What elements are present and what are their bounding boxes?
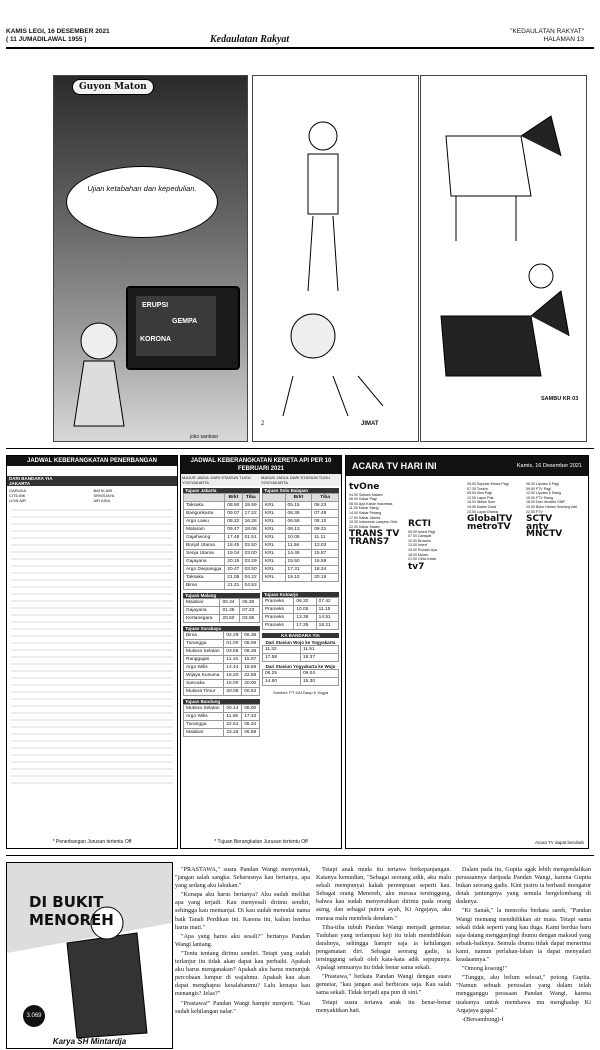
- table-row: KRL 06.59 08.10: [263, 518, 339, 526]
- table-row: KRL 10.05 11.11: [263, 534, 339, 542]
- speech-text: Ujian ketabahan dan kepedulian.: [87, 184, 197, 193]
- comic-title: DI BUKIT MENOREH: [29, 893, 114, 929]
- section-rule: [6, 448, 594, 449]
- list-item: 19.30 Indonesia Lawyers Club: [349, 520, 398, 525]
- story-paragraph: "Tunggu, aku belum selesai," potong Gupita. "Namun sebuah persoalan yang dalam telah mengganggu perasaan Pandan Wangi, karena usahanya untuk membawa mu menghadap Ki Argajaya gagal.": [456, 974, 591, 1014]
- logo-tvone: tvOne: [349, 482, 380, 492]
- train-origin-left: MAJUR JADUL DARI STASIUN TUGU YOGYAKARTA: [182, 475, 251, 485]
- yia-table1: [262, 645, 339, 662]
- table-row: Ranggajati 11.15 15.07: [184, 656, 260, 664]
- tv-schedule: [345, 455, 589, 849]
- train-schedule: [180, 455, 342, 849]
- list-item: 19.00 Ikatan Cinta: [467, 504, 497, 509]
- table-row: Prameks 13.38 14.51: [263, 614, 339, 622]
- story-paragraph: "Prastawa," berkata Pandan Wangi dengan suara gemetar, "kau jangan asal berbicara saja. Kau salah sama sekali. Tidak terjadi apa pun di sini.": [316, 973, 451, 997]
- surabaya-head: Tujuan Surabaya: [183, 626, 260, 631]
- story-column-1: [175, 866, 310, 1017]
- yia-sub1: Dari Stasiun Wojo ke Yogyakarta: [265, 640, 336, 645]
- table-row: 11.32 11.51: [263, 646, 339, 654]
- list-item: 13.00 Insert: [408, 543, 427, 548]
- story-paragraph: "Tentu tentang dirimu sendiri. Tetapi yang sudah terlanjur itu tidak akan dapat kau perbaiki. Apakah aku harus menganakan? Apakah aku harus menunjuk percobaan lumpur di wajahmu. Apakah kau akan dapat menghapus kesalahanmu? Lalu kenapa kau menangis? Jelas?": [175, 949, 310, 998]
- list-item: 11.00 Kabar Siang: [349, 506, 379, 511]
- table-row: Taksaka 08.50 15.59: [184, 502, 260, 510]
- jakarta-head: Tujuan Jakarta: [183, 488, 260, 493]
- table-row: Mutiara Timur 20.05 00.53: [184, 688, 260, 696]
- list-item: 09.00 FTV Pagi: [526, 486, 551, 491]
- table-row: Argo Wilis 11.06 17.43: [184, 713, 260, 721]
- story-paragraph: Dalam pada itu, Gupita agak lebih mengendalikan perasaannya daripada Pandan Wangi, karena Gupita bukan seorang gadis. Kini justru ia berhasil mengatur detak jantungnya yang semula bergelombang di dadanya.: [456, 866, 591, 906]
- jakarta-table: Brkt Tiba Taksaka 08.50 15.59 Bangunkarta 09.07 17.22 Argo Lawu 08.22 16.28 Mataram 09.47 18.08 Gajahwong 17.48 01.51 Bonjol Utama 18.45 02.50 Senja Utama 19.04 03.00 Gajayana 20.15 03.29 Argo Dwipangga 20.47 03.50 Taksaka 21.05 04.22 Bima 21.21 04.53: [183, 493, 260, 590]
- list-item: 05.00 Insert Pagi: [408, 529, 436, 534]
- table-row: KRL 05.15 06.23: [263, 502, 339, 510]
- comic-author: Karya SH Mintardja: [52, 1037, 127, 1046]
- table-row: Sancaka 15.00 20.00: [184, 680, 260, 688]
- airline-airasia: AIR ASIA: [93, 498, 111, 504]
- surabaya-table: [183, 631, 260, 696]
- train-schedule-title: JADWAL KEBERANGKATAN KERETA API PER 10 FEBRUARI 2021: [181, 456, 341, 474]
- table-row: KRL 17.31 18.34: [263, 566, 339, 574]
- jimat-cartoon: [252, 75, 419, 442]
- table-row: KRL 08.13 09.31: [263, 526, 339, 534]
- table-row: 17.58 18.37: [263, 654, 339, 662]
- flight-schedule-title: JADWAL KEBERANGKATAN PENERBANGAN: [7, 456, 177, 466]
- flight-columns: [7, 486, 177, 506]
- table-row: KRL 14.49 15.57: [263, 550, 339, 558]
- list-item: 08.00 Apa Kabar Indonesia: [349, 501, 393, 506]
- table-row: Argo Wilis 14.44 18.59: [184, 664, 260, 672]
- story-paragraph: "Kenapa aku harus bertanya? Aku sudah melihat apa yang terjadi. Kau menyesali dirimu sendiri, sehingga kau memanjat. Di kau sudah menodai nama baik Tanah Perdikan ini. Karena itu, kalian berdua harus mati.": [175, 891, 310, 931]
- date-line1: KAMIS LEGI, 16 DESEMBER 2021: [6, 28, 110, 35]
- list-item: 09.00 Kiss Pagi: [467, 491, 492, 496]
- table-row: Bima 21.21 04.53: [184, 582, 260, 590]
- tv-header: [346, 456, 588, 476]
- logo-metro: metroTV: [467, 521, 511, 532]
- story-column-2: [316, 866, 451, 1016]
- jakarta-section: [183, 488, 260, 737]
- list-item: 17.00 Kabar Utama: [349, 515, 381, 520]
- table-row: Turangga 01.00 05.09: [184, 640, 260, 648]
- yia-head: KA BANDARA YIA: [262, 633, 339, 638]
- story-paragraph: "Apa yang harus aku sesali?" bertanya Pandan Wangi lantang.: [175, 932, 310, 948]
- malang-head: Tujuan Malang: [183, 593, 260, 598]
- table-row: Prameks 17.35 18.21: [263, 622, 339, 630]
- airline-garuda: GARUDA: [9, 488, 27, 493]
- list-item: 06.00 Kabar Pagi: [349, 497, 377, 502]
- tv-set-illustration: [126, 286, 240, 370]
- table-row: KRL 11.56 13.03: [263, 542, 339, 550]
- list-item: 16.00 iNews Sore: [467, 500, 496, 505]
- list-item: 21.00 Cinta Indah: [408, 557, 437, 562]
- list-item: 15.00 Rumah Uya: [408, 547, 437, 552]
- panel-number: 2: [261, 421, 265, 427]
- horse-cartoon-signature: SAMBU KR 03: [541, 396, 579, 402]
- table-row: Mutiara Selatan 00.14 08.00: [184, 705, 260, 713]
- table-row: Malabar 23.28 06.59: [184, 729, 260, 737]
- table-row: 08.25 09.04: [263, 670, 339, 678]
- flight-section: DARI BANDARA YIA: [7, 476, 177, 481]
- list-item: 04.00 Sukses Malam: [349, 492, 383, 497]
- tv-column-3: [467, 482, 525, 532]
- table-row: Mutiara Selatan 03.56 08.38: [184, 648, 260, 656]
- story-paragraph: Tetapi anak muda itu tertawa berkepanjangan. Katanya kemudian, "Sebagai seorang adik, aku malu sekali mempunyai kakak perempuan seperti kau. Sebagai orang Menoreh, aku merasa tersinggung, bahwa kau sudah menyerahkan dirimu pada orang asing, dan sebagai putera ayah, Ki Argajaya, aku merasa malu membela dendam.": [316, 866, 451, 922]
- table-row: Prameks 10.05 11.15: [263, 606, 339, 614]
- list-item: 14.00 Kabar Petang: [349, 510, 381, 515]
- table-row: Gajayana 01.35 07.23: [184, 607, 260, 615]
- tv-column-2: [408, 482, 466, 572]
- bandung-table: [183, 704, 260, 737]
- logo-global: GlobalTV: [467, 514, 513, 525]
- story-paragraph: Tiba-tiba tubuh Pandan Wangi menjadi gemetar. Tuduhan yang terlampau keji itu telah mendidihkan darahnya, sehingga hampir saja ia kehilangan pengamatan diri. Sebagai seorang gadis, ia tersinggung sekali oleh kata-kata adik sepupunya. Apalagi semuanya itu tidak benar sama sekali.: [316, 923, 451, 972]
- list-item: 10.00 Brownis: [408, 538, 431, 543]
- solo-head: Tujuan Solo Balapan: [262, 488, 339, 493]
- train-main-tables: [181, 486, 341, 739]
- yia-table2: [262, 669, 339, 686]
- flight-column-right: [94, 488, 176, 504]
- cartoon-title: Guyon Maton: [72, 79, 154, 95]
- list-item: 07.00 Dahsyat: [408, 534, 432, 539]
- list-item: 05.00 Seputar iNews Pagi: [467, 482, 509, 486]
- page-number: HALAMAN 13: [543, 36, 584, 43]
- story-paragraph: "Ki Sanak," la mencoba berkata sareh, "Pandan Wangi memang mendidikkan air mata. Tetapi sama sekali tidak seperti yang kau duga. Kami berdua baru saja datang menggunjingi ibumu dengan maksud yang sebaik-baiknya. Semula ibumu tidak dapat menerima kami, namun perlahan-lahan ia dapat menyadari keadaannya.": [456, 907, 591, 964]
- list-item: 23.00 Layar Drama: [467, 509, 498, 514]
- airline-citilink: CITILINK: [9, 493, 26, 499]
- solo-table: Brkt Tiba KRL 05.15 06.23 KRL 06.38 07.48 KRL 06.59 08.10 KRL 08.13 09.31 KRL 10.05 11.11 KRL 11.56 13.03 KRL 14.49 15.57 KRL 15.50 16.59 KRL 17.31 18.34 KRL 19.10 20.19: [262, 493, 339, 582]
- jakarta-rows: [184, 502, 260, 590]
- logo-sctv: SCTV: [526, 514, 553, 525]
- header-page: [510, 28, 584, 44]
- tv-column-1: [349, 482, 407, 548]
- table-row: Argo Lawu 08.22 16.28: [184, 518, 260, 526]
- table-row: 14.60 15.30: [263, 678, 339, 686]
- tv-word-gempa: GEMPA: [172, 318, 198, 325]
- tv-date: Kamis, 16 Desember 2021: [516, 463, 582, 469]
- table-row: Gajahwong 17.48 01.51: [184, 534, 260, 542]
- jimat-signature: JIMAT: [361, 421, 379, 427]
- flight-schedule: [6, 455, 178, 849]
- flight-city: JAKARTA: [7, 481, 177, 486]
- list-item: 06.00 Liputan 6 Pagi: [526, 482, 559, 486]
- malang-table: [183, 598, 260, 623]
- table-row: Malabar 00.34 05.38: [184, 599, 260, 607]
- train-origin-labels: [181, 474, 341, 486]
- masthead: Kedaulatan Rakyat: [210, 34, 290, 45]
- table-row: Bima 02.29 06.38: [184, 632, 260, 640]
- logo-antv: antv: [526, 521, 549, 532]
- flight-listing-lines: [7, 506, 177, 806]
- logo-tv7: tv7: [408, 561, 425, 572]
- list-item: 22.00 FTV: [526, 509, 543, 514]
- comic-panel: [6, 862, 173, 1049]
- date-line2: ( 11 JUMADILAWAL 1955 ): [6, 36, 87, 43]
- tv-screen: [136, 296, 216, 356]
- solo-section: [262, 488, 339, 737]
- viewer-figure-illustration: [54, 316, 134, 436]
- tv-footer: Acara TV dapat berubah: [535, 840, 584, 845]
- logo-trans7: TRANS7: [349, 536, 390, 547]
- table-row: Kertanegara 20.50 03.06: [184, 615, 260, 623]
- horse-cartoon: [420, 75, 587, 442]
- list-item: 07.30 Tonton: [467, 486, 488, 491]
- tv-column-4: [526, 482, 584, 540]
- episode-badge: 3.069: [23, 1005, 45, 1027]
- tv-word-erupsi: ERUPSI: [142, 302, 169, 309]
- list-item: 22.00 Kabar Malam: [349, 524, 381, 529]
- header-date: [6, 28, 110, 44]
- tv-word-korona: KORONA: [140, 336, 172, 343]
- list-item: 20.00 Buku Harian Seorang Istri: [526, 504, 578, 509]
- kutoarjo-table: [262, 597, 339, 630]
- section-rule-2: [6, 855, 594, 856]
- table-row: Bangunkarta 09.07 17.22: [184, 510, 260, 518]
- table-row: Mataram 09.47 18.08: [184, 526, 260, 534]
- logo-mnctv: MNCTV: [526, 529, 563, 540]
- story-paragraph: "PRASTAWA," suara Pandan Wangi menyentak, "jangan salah sangka. Seharusnya kau bertanya, apa yang sedang aku lakukan.": [175, 866, 310, 890]
- horse-cartoon-drawing: [421, 76, 586, 441]
- train-source: Sumber: PT KAI Daop 6 Yogya: [273, 690, 328, 695]
- cartoon-credit: joko santoso: [190, 434, 219, 440]
- table-row: KRL 06.38 07.48: [263, 510, 339, 518]
- airline-lion: LION AIR: [9, 498, 26, 504]
- speech-bubble: [66, 166, 218, 238]
- kutoarjo-head: Tujuan Kutoarjo: [262, 592, 339, 597]
- table-row: KRL 15.50 16.59: [263, 558, 339, 566]
- table-row: Argo Dwipangga 20.47 03.50: [184, 566, 260, 574]
- flight-column-left: [9, 488, 91, 504]
- list-item: 18.00 Mulan: [408, 552, 428, 557]
- list-item: 18.00 Dari Jendela SMP: [526, 500, 565, 505]
- table-row: Bonjol Utama 18.45 02.50: [184, 542, 260, 550]
- list-item: 12.00 Liputan 6 Siang: [526, 491, 561, 496]
- yia-sub2: Dari Stasiun Yogyakarta ke Wojo: [265, 664, 336, 669]
- bandung-head: Tujuan Bandung: [183, 699, 260, 704]
- tv-title: ACARA TV HARI INI: [352, 461, 437, 471]
- table-row: Wijaya Kusuma 18.20 22.58: [184, 672, 260, 680]
- list-item: 15.00 FTV Siang: [526, 495, 553, 500]
- table-row: Gajayana 20.15 03.29: [184, 558, 260, 566]
- logo-transtv: TRANS TV: [349, 529, 400, 540]
- table-row: Taksaka 21.05 04.22: [184, 574, 260, 582]
- story-paragraph: "Omong kosong!": [462, 965, 508, 973]
- train-footer: * Tujuan Berangkatan Jurusan tertentu Off: [214, 839, 308, 845]
- airline-batik: BATIK AIR: [93, 488, 113, 493]
- jimat-cartoon-drawing: [253, 76, 418, 441]
- story-paragraph: "Prastawa!" Pandan Wangi hampir menjerit. "Kau sudah kehilangan nalar.": [175, 999, 310, 1015]
- train-origin-right: MASUK JADUL DARI STASIUN TUGU YOGYAKARTA: [261, 475, 331, 485]
- table-row: Turangga 22.51 05.34: [184, 721, 260, 729]
- table-row: Prameks 06.30 07.42: [263, 598, 339, 606]
- story-paragraph: -(Bersambung)-f: [462, 1015, 504, 1023]
- guyon-maton-cartoon: [53, 75, 248, 442]
- story-column-3: [456, 866, 591, 1025]
- table-row: Senja Utama 19.04 03.00: [184, 550, 260, 558]
- list-item: 12.00 Lapor Pak: [467, 495, 494, 500]
- header-rule: [6, 47, 594, 49]
- logo-rcti: RCTI: [408, 519, 432, 529]
- paper-name: "KEDAULATAN RAKYAT": [510, 28, 584, 35]
- flight-footer: * Penerbangan Jurusan tertentu Off: [52, 839, 132, 845]
- story-paragraph: Tetapi suara tertawa anak itu benar-benar menyakitkan hati.: [316, 998, 451, 1014]
- airline-sriwijaya: SRIWIJAYA: [93, 493, 115, 499]
- table-row: KRL 19.10 20.19: [263, 574, 339, 582]
